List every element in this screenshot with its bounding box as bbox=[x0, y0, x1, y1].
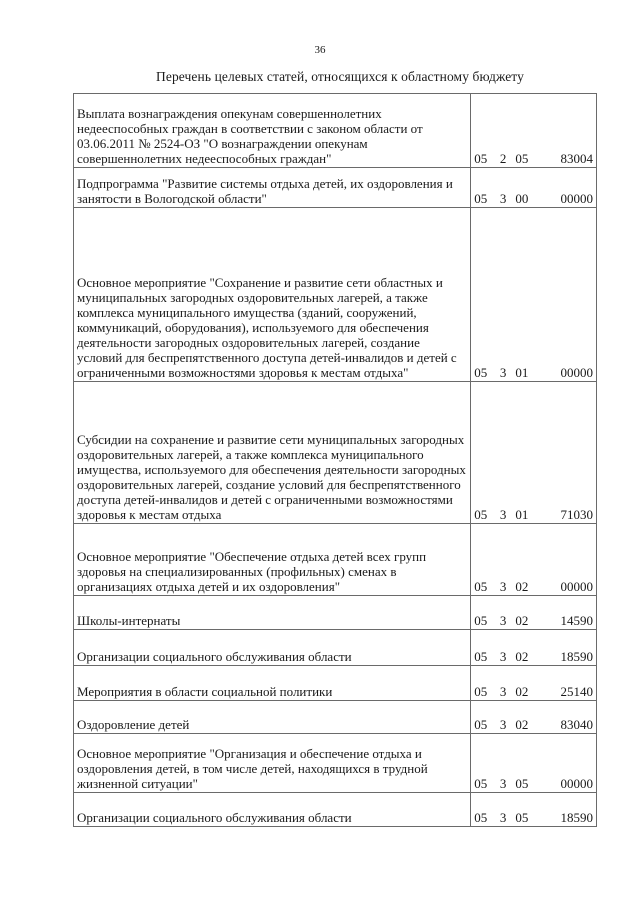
direction-code: 00000 bbox=[560, 191, 593, 206]
direction-code: 83004 bbox=[560, 151, 593, 166]
program-code: 3 bbox=[499, 507, 507, 522]
direction-code: 18590 bbox=[560, 810, 593, 825]
activity-code: 01 bbox=[515, 507, 529, 522]
section-code: 05 bbox=[474, 365, 488, 380]
direction-code: 14590 bbox=[560, 613, 593, 628]
program-code: 3 bbox=[499, 649, 507, 664]
program-code: 3 bbox=[499, 613, 507, 628]
direction-code: 18590 bbox=[560, 649, 593, 664]
program-code: 3 bbox=[499, 365, 507, 380]
activity-code: 02 bbox=[515, 649, 529, 664]
activity-code: 05 bbox=[515, 776, 529, 791]
activity-code: 01 bbox=[515, 365, 529, 380]
article-name: Подпрограмма "Развитие системы отдыха детей, их оздоровления и занятости в Вологодской области" bbox=[74, 168, 471, 208]
section-code: 05 bbox=[474, 191, 488, 206]
program-code: 2 bbox=[499, 151, 507, 166]
article-name: Выплата вознаграждения опекунам совершеннолетних недееспособных граждан в соответствии с законом области от 03.06.2011 № 2524-ОЗ "О вознаграждении опекунам совершеннолетних недееспособных граждан" bbox=[74, 94, 471, 168]
page-title: Перечень целевых статей, относящихся к областному бюджету bbox=[156, 69, 524, 84]
page-number: 36 bbox=[314, 44, 326, 56]
table-row bbox=[74, 701, 597, 734]
table-row bbox=[74, 666, 597, 701]
table-row bbox=[74, 168, 597, 208]
direction-code: 83040 bbox=[560, 717, 593, 732]
section-code: 05 bbox=[474, 776, 488, 791]
direction-code: 00000 bbox=[560, 365, 593, 380]
program-code: 3 bbox=[499, 191, 507, 206]
table-row bbox=[74, 94, 597, 168]
program-code: 3 bbox=[499, 579, 507, 594]
section-code: 05 bbox=[474, 684, 488, 699]
article-name: Основное мероприятие "Организация и обеспечение отдыха и оздоровления детей, в том числе детей, находящихся в трудной жизненной ситуации" bbox=[74, 734, 471, 793]
table-row bbox=[74, 596, 597, 630]
activity-code: 02 bbox=[515, 579, 529, 594]
article-name: Субсидии на сохранение и развитие сети муниципальных загородных оздоровительных лагерей, а также комплекса муниципального имущества, используемого для обеспечения деятельности загородных оздоровительных лагерей, создание условий для беспрепятственного доступа детей-инвалидов и детей с ограниченными возможностями здоровья к местам отдыха bbox=[74, 382, 471, 524]
program-code: 3 bbox=[499, 810, 507, 825]
article-name: Организации социального обслуживания области bbox=[74, 630, 471, 666]
direction-code: 25140 bbox=[560, 684, 593, 699]
article-name: Школы-интернаты bbox=[74, 596, 471, 630]
table-row bbox=[74, 524, 597, 596]
table-row bbox=[74, 630, 597, 666]
direction-code: 00000 bbox=[560, 776, 593, 791]
article-name: Основное мероприятие "Обеспечение отдыха детей всех групп здоровья на специализированных (профильных) сменах в организациях отдыха детей и их оздоровления" bbox=[74, 524, 471, 596]
section-code: 05 bbox=[474, 649, 488, 664]
direction-code: 71030 bbox=[560, 507, 593, 522]
program-code: 3 bbox=[499, 776, 507, 791]
table-row bbox=[74, 208, 597, 382]
activity-code: 05 bbox=[515, 810, 529, 825]
section-code: 05 bbox=[474, 613, 488, 628]
activity-code: 00 bbox=[515, 191, 529, 206]
target-articles-table bbox=[73, 93, 597, 827]
table-row bbox=[74, 793, 597, 827]
article-name: Основное мероприятие "Сохранение и развитие сети областных и муниципальных загородных оздоровительных лагерей, а также комплекса муниципального имущества (зданий, сооружений, коммуникаций, оборудования), используемого для обеспечения деятельности загородных оздоровительных лагерей, создание условий для беспрепятственного доступа детей-инвалидов и детей с ограниченными возможностями здоровья к местам отдыха" bbox=[74, 208, 471, 382]
section-code: 05 bbox=[474, 507, 488, 522]
activity-code: 05 bbox=[515, 151, 529, 166]
direction-code: 00000 bbox=[560, 579, 593, 594]
table-row bbox=[74, 734, 597, 793]
article-name: Оздоровление детей bbox=[74, 701, 471, 734]
section-code: 05 bbox=[474, 151, 488, 166]
program-code: 3 bbox=[499, 717, 507, 732]
activity-code: 02 bbox=[515, 717, 529, 732]
section-code: 05 bbox=[474, 810, 488, 825]
activity-code: 02 bbox=[515, 613, 529, 628]
program-code: 3 bbox=[499, 684, 507, 699]
table-row bbox=[74, 382, 597, 524]
article-name: Мероприятия в области социальной политики bbox=[74, 666, 471, 701]
section-code: 05 bbox=[474, 579, 488, 594]
section-code: 05 bbox=[474, 717, 488, 732]
activity-code: 02 bbox=[515, 684, 529, 699]
article-name: Организации социального обслуживания области bbox=[74, 793, 471, 827]
